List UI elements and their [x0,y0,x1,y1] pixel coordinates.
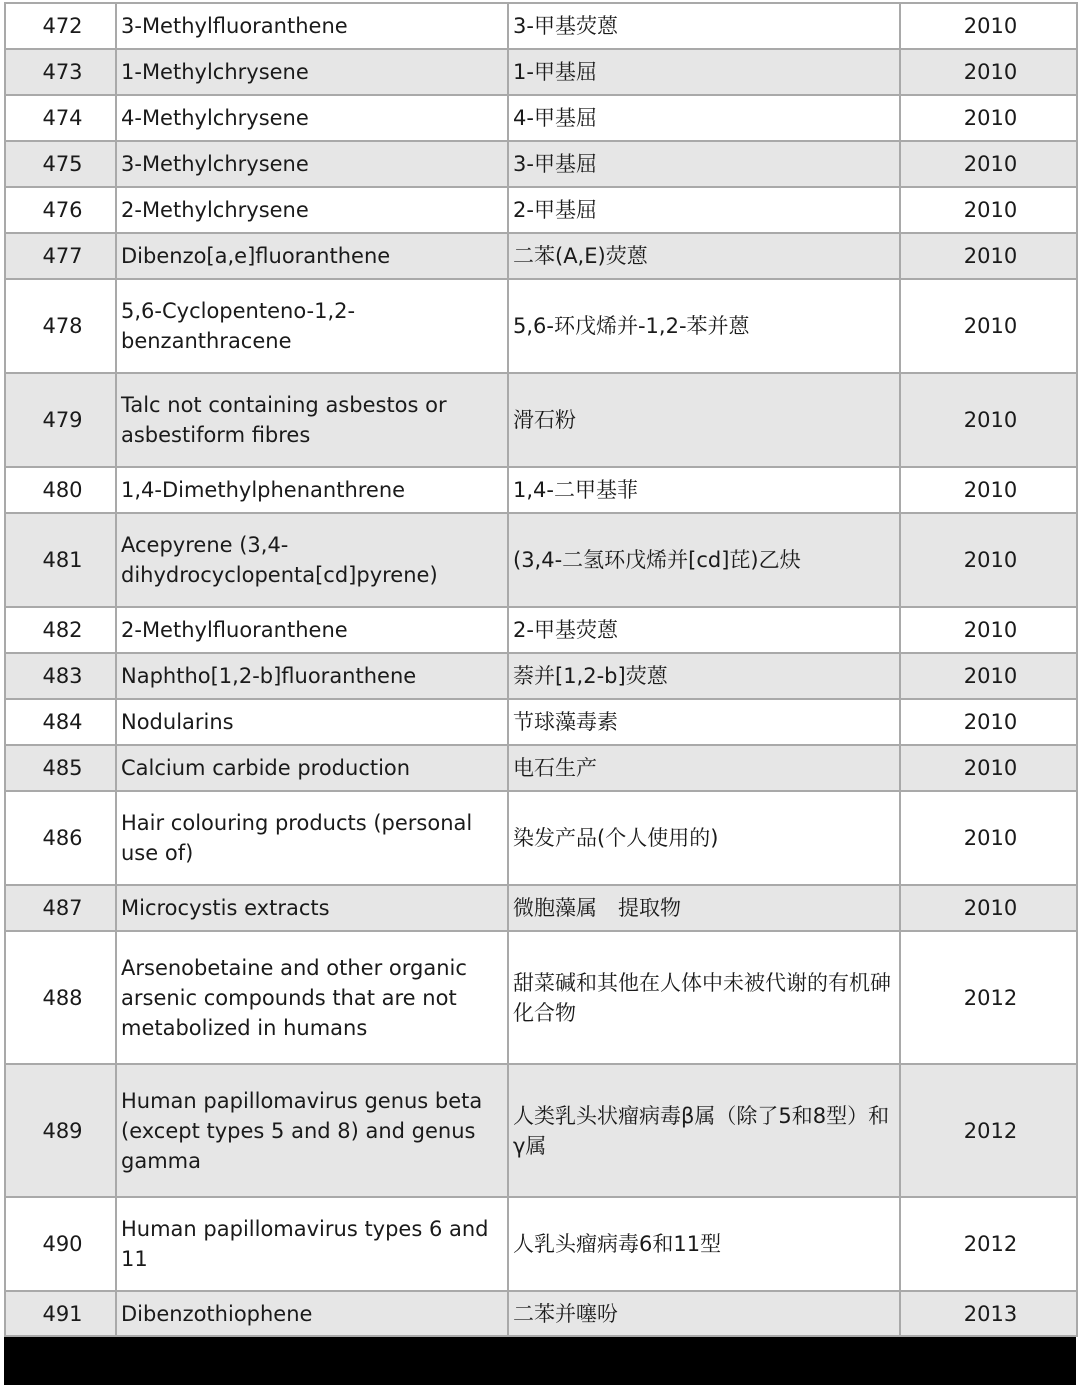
row-number: 473 [5,49,116,95]
agent-name-en: Dibenzo[a,e]fluoranthene [116,233,508,279]
table-row [5,653,1077,699]
year-evaluated: 2010 [900,3,1077,49]
agent-name-zh: 微胞藻属 提取物 [508,885,900,931]
agent-name-zh: 2-甲基屈 [508,187,900,233]
year-evaluated: 2012 [900,1197,1077,1291]
row-number: 485 [5,745,116,791]
agent-name-en: Naphtho[1,2-b]fluoranthene [116,653,508,699]
table-row [5,49,1077,95]
table-row [5,373,1077,467]
agent-name-zh: 电石生产 [508,745,900,791]
row-number: 479 [5,373,116,467]
year-evaluated: 2010 [900,467,1077,513]
table-row [5,1197,1077,1291]
agent-name-zh: 染发产品(个人使用的) [508,791,900,885]
agent-name-en: Human papillomavirus types 6 and 11 [116,1197,508,1291]
agent-name-zh: 2-甲基荧蒽 [508,607,900,653]
table-row [5,467,1077,513]
table-row [5,1291,1077,1336]
agent-name-zh: 5,6-环戊烯并-1,2-苯并蒽 [508,279,900,373]
year-evaluated: 2010 [900,233,1077,279]
agent-name-zh: (3,4-二氢环戊烯并[cd]芘)乙炔 [508,513,900,607]
agent-name-en: Human papillomavirus genus beta (except types 5 and 8) and genus gamma [116,1064,508,1197]
row-number: 483 [5,653,116,699]
table-row [5,3,1077,49]
agent-name-zh: 滑石粉 [508,373,900,467]
year-evaluated: 2010 [900,607,1077,653]
row-number: 475 [5,141,116,187]
agent-name-en: 2-Methylchrysene [116,187,508,233]
year-evaluated: 2010 [900,279,1077,373]
year-evaluated: 2012 [900,1064,1077,1197]
table-row [5,513,1077,607]
year-evaluated: 2010 [900,699,1077,745]
agent-name-en: Acepyrene (3,4-dihydrocyclopenta[cd]pyrene) [116,513,508,607]
year-evaluated: 2010 [900,653,1077,699]
year-evaluated: 2010 [900,791,1077,885]
row-number: 491 [5,1291,116,1336]
year-evaluated: 2010 [900,373,1077,467]
agent-name-zh: 人类乳头状瘤病毒β属（除了5和8型）和γ属 [508,1064,900,1197]
agent-name-en: 1-Methylchrysene [116,49,508,95]
row-number: 489 [5,1064,116,1197]
row-number: 481 [5,513,116,607]
year-evaluated: 2010 [900,187,1077,233]
agent-name-zh: 二苯并噻吩 [508,1291,900,1336]
table-row [5,187,1077,233]
table-row [5,607,1077,653]
year-evaluated: 2010 [900,513,1077,607]
agent-name-en: 2-Methylfluoranthene [116,607,508,653]
agent-name-zh: 4-甲基屈 [508,95,900,141]
row-number: 477 [5,233,116,279]
row-number: 484 [5,699,116,745]
agent-name-zh: 1-甲基屈 [508,49,900,95]
row-number: 490 [5,1197,116,1291]
year-evaluated: 2010 [900,141,1077,187]
row-number: 476 [5,187,116,233]
table-row [5,699,1077,745]
table-row [5,95,1077,141]
agent-name-en: 3-Methylchrysene [116,141,508,187]
row-number: 486 [5,791,116,885]
agent-name-zh: 3-甲基荧蒽 [508,3,900,49]
agent-name-en: 5,6-Cyclopenteno-1,2-benzanthracene [116,279,508,373]
agent-name-zh: 节球藻毒素 [508,699,900,745]
row-number: 480 [5,467,116,513]
agent-name-zh: 二苯(A,E)荧蒽 [508,233,900,279]
agent-name-en: Calcium carbide production [116,745,508,791]
row-number: 474 [5,95,116,141]
table-row [5,1064,1077,1197]
agent-name-en: 4-Methylchrysene [116,95,508,141]
table-row [5,279,1077,373]
row-number: 482 [5,607,116,653]
row-number: 488 [5,931,116,1064]
agent-name-en: Dibenzothiophene [116,1291,508,1336]
table-row [5,885,1077,931]
year-evaluated: 2012 [900,931,1077,1064]
agent-name-zh: 1,4-二甲基菲 [508,467,900,513]
agent-name-en: 3-Methylfluoranthene [116,3,508,49]
table-row [5,931,1077,1064]
agent-name-en: Hair colouring products (personal use of) [116,791,508,885]
agent-name-zh: 甜菜碱和其他在人体中未被代谢的有机砷化合物 [508,931,900,1064]
year-evaluated: 2013 [900,1291,1077,1336]
year-evaluated: 2010 [900,885,1077,931]
table-row [5,791,1077,885]
agent-name-zh: 人乳头瘤病毒6和11型 [508,1197,900,1291]
row-number: 478 [5,279,116,373]
year-evaluated: 2010 [900,95,1077,141]
agent-name-en: Microcystis extracts [116,885,508,931]
agent-name-zh: 3-甲基屈 [508,141,900,187]
row-number: 472 [5,3,116,49]
agent-name-zh: 萘并[1,2-b]荧蒽 [508,653,900,699]
year-evaluated: 2010 [900,745,1077,791]
agent-name-en: 1,4-Dimethylphenanthrene [116,467,508,513]
table-row [5,141,1077,187]
agent-name-en: Nodularins [116,699,508,745]
table-row [5,745,1077,791]
table-row [5,233,1077,279]
agent-name-en: Talc not containing asbestos or asbestiform fibres [116,373,508,467]
row-number: 487 [5,885,116,931]
year-evaluated: 2010 [900,49,1077,95]
table-frame [4,2,1076,1385]
agent-name-en: Arsenobetaine and other organic arsenic compounds that are not metabolized in humans [116,931,508,1064]
carcinogen-table [4,2,1078,1337]
